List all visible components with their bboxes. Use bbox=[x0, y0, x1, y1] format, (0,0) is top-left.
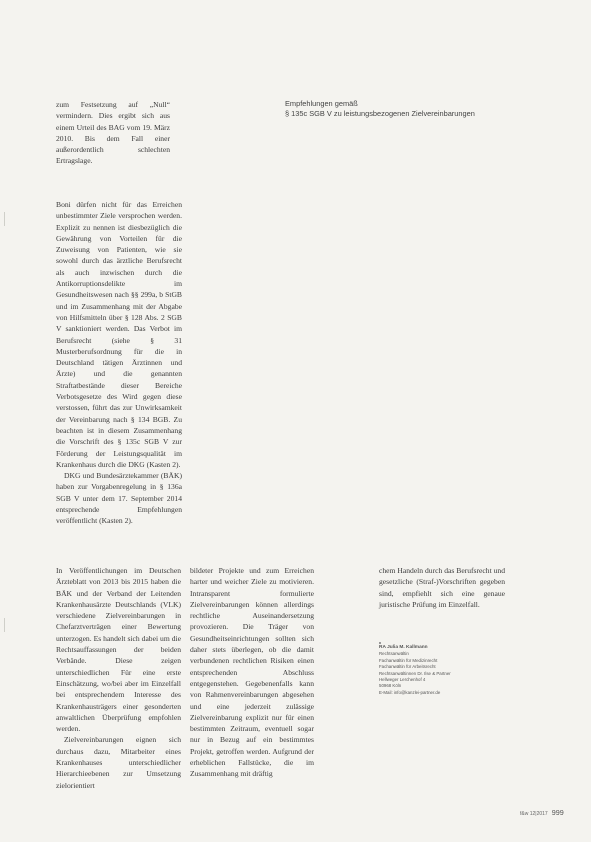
author-line: 50968 Köln bbox=[379, 683, 402, 689]
text-column-bottom-3 bbox=[379, 565, 505, 610]
sidebar-title-line2: § 135c SGB V zu leistungsbezogenen Zielvereinbarungen bbox=[285, 108, 475, 118]
text-column-middle bbox=[56, 199, 182, 527]
author-line: Fachanwältin für Arbeitsrecht bbox=[379, 664, 436, 670]
issue-label: f&w 12|2017 bbox=[520, 811, 548, 817]
author-line: Fachanwältin für Medizinrecht bbox=[379, 657, 438, 663]
author-line: Rechtsanwältinnen Dr. Ilse & Partner bbox=[379, 670, 451, 676]
staple-mark bbox=[4, 618, 5, 632]
author-marker bbox=[379, 642, 381, 644]
paragraph: zum Festsetzung auf „Null“ vermindern. Dies ergibt sich aus einem Urteil des BAG vom 19. März 2010. Bis dem Fall einer außerordentlich schlechten Ertragslage. bbox=[56, 100, 170, 166]
author-line: Rechtsanwältin bbox=[379, 651, 409, 657]
staple-mark bbox=[4, 212, 5, 226]
author-box bbox=[379, 645, 519, 696]
paragraph: Boni dürfen nicht für das Erreichen unbestimmter Ziele versprochen werden. Explizit zu nennen ist diesbezüglich die Gewährung von Vorteilen für die Zuweisung von Patienten, wie sie sowohl durch das ärztliche Berufsrecht als auch inzwischen durch die Antikorruptionsdelikte im Gesundheitswesen nach §§ 299a, b StGB und im Zusammenhang mit der Abgabe von Hilfsmitteln über § 128 Abs. 2 SGB V sanktioniert werden. Das Verbot im Berufsrecht (siehe § 31 Musterberufsordnung für die in Deutschland tätigen Ärztinnen und Ärzte) und die genannten Straftatbestände dieser Bereiche Verbotsgesetze des Wird gegen diese verstossen, führt das zur Unwirksamkeit der Vereinbarung nach § 134 BGB. Zu beachten ist in diesem Zusammenhang die Vorschrift des § 135c SGB V zur Förderung der Leistungsqualität im Krankenhaus durch die DKG (Kasten 2). bbox=[56, 200, 182, 469]
author-name: RA Julia M. Kallmann bbox=[379, 645, 428, 650]
sidebar-title-line1: Empfehlungen gemäß bbox=[285, 99, 358, 108]
page-number: 999 bbox=[551, 808, 564, 817]
paragraph: bildeter Projekte und zum Erreichen harter und weicher Ziele zu motivieren. Intransparent formulierte Zielvereinbarungen können allerdings rechtliche Auseinandersetzung provozieren. Die Träger von Gesundheitseinrichtungen sollten sich daher stets überlegen, ob die damit verbundenen rechtlichen Risiken einen entsprechenden Abschluss entgegenstehen. Gegebenenfalls kann von Rahmenvereinbarungen abgesehen und eine jederzeit zulässige Zielvereinbarung explizit nur für einen bestimmten Zeitraum, eventuell sogar nur in Bezug auf ein bestimmtes Projekt, getroffen werden. Aufgrund der erheblichen Fallstücke, die im Zusammenhang mit dräftig bbox=[190, 566, 314, 779]
text-column-bottom-2 bbox=[190, 565, 314, 780]
paragraph: chem Handeln durch das Berufsrecht und gesetzliche (Straf-)Vorschriften gegeben sind, empfiehlt sich eine genaue juristische Prüfung im Einzelfall. bbox=[379, 566, 505, 609]
text-column-bottom-1 bbox=[56, 565, 181, 791]
paragraph: In Veröffentlichungen im Deutschen Ärzteblatt von 2013 bis 2015 haben die BÄK und der Verband der Leitenden Krankenhausärzte Deutschlands (VLK) verschiedene Zielvereinbarungen in Chefarztverträgen einer Bewertung unterzogen. Es handelt sich dabei um die Rechtsauffassungen der beiden Verbände. Diese zeigen unterschiedlichen Für eine erste Einschätzung, wo/bei aber im Einzelfall bei entsprechendem Interesse des Krankenhausträgers einer gesonderten anwaltlichen Überprüfung empfohlen werden. bbox=[56, 566, 181, 734]
author-line: Hellweger Lerchenhof 4 bbox=[379, 677, 426, 683]
author-email: E-Mail: info@kanzlei-partner.de bbox=[379, 689, 441, 695]
text-column-top bbox=[56, 99, 170, 167]
page-footer bbox=[520, 808, 564, 817]
paragraph: Zielvereinbarungen eignen sich durchaus dazu, Mitarbeiter eines Krankenhauses unterschiedlicher Hierarchieebenen zur Umsetzung zielorientiert bbox=[56, 735, 181, 790]
sidebar-box-heading bbox=[285, 99, 545, 118]
paragraph: DKG und Bundesärztekammer (BÄK) haben zur Vorgabenregelung in § 136a SGB V unter dem 17. September 2014 entsprechende Empfehlungen veröffentlicht (Kasten 2). bbox=[56, 471, 182, 526]
